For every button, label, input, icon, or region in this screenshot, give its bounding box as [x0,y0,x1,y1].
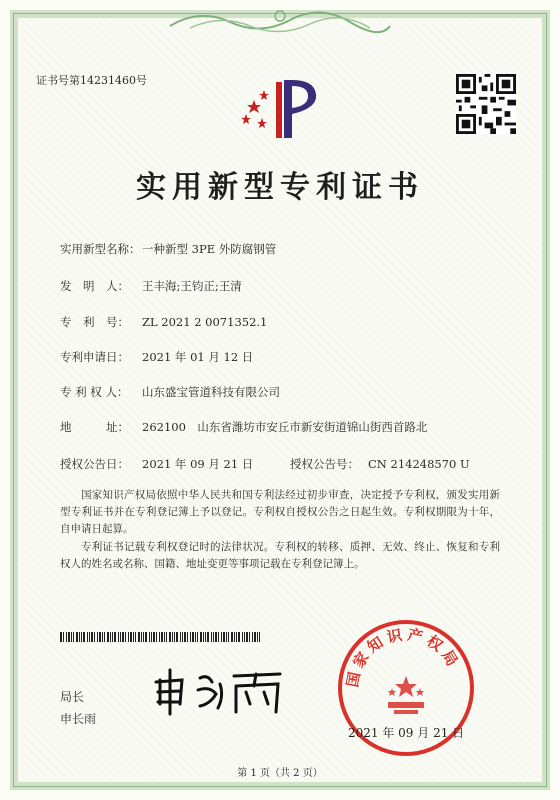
patent-number-row [60,314,267,330]
announcement-date-value: 2021 年 09 月 21 日 [142,457,254,471]
address-label: 地 址： [60,420,129,434]
address-value: 262100 山东省潍坊市安丘市新安街道锦山街西首路北 [142,420,428,434]
legal-status-paragraph: 专利证书记载专利权登记时的法律状况。专利权的转移、质押、无效、终止、恢复和专利权人的姓名或名称、国籍、地址变更等事项记载在专利登记簿上。 [60,541,500,570]
announcement-number-label: 授权公告号： [290,457,359,471]
certificate-number: 证书号第14231460号 [36,74,147,87]
barcode-icon [60,632,260,642]
director-title: 局长 [60,690,85,704]
director-block [60,686,96,730]
filing-date-row [60,349,253,365]
director-name: 申长雨 [60,712,97,726]
top-ornament-icon [160,6,400,34]
patentee-value: 山东盛宝管道科技有限公司 [142,385,280,399]
announcement-number-row [290,456,470,472]
filing-date-value: 2021 年 01 月 12 日 [142,350,254,364]
utility-model-name-value: 一种新型 3PE 外防腐钢管 [142,242,277,256]
inventor-label: 发 明 人： [60,279,129,293]
patent-office-emblem-icon [236,74,328,144]
address-row [60,419,427,435]
utility-model-name-row [60,241,276,257]
page-title: 实用新型专利证书 [136,170,424,205]
filing-date-label: 专利申请日： [60,350,129,364]
announcement-date-row [60,456,253,472]
patent-number-label: 专 利 号： [60,315,129,329]
director-signature-icon [150,660,290,720]
patentee-row [60,384,280,400]
grant-statement-paragraph: 国家知识产权局依照中华人民共和国专利法经过初步审查，决定授予专利权，颁发实用新型专利证书并在专利登记簿上予以登记。专利权自授权公告之日起生效。专利权期限为十年，自申请日起算。 [60,489,500,535]
announcement-number-value: CN 214248570 U [368,457,470,471]
qr-code-icon [456,74,516,134]
patentee-label: 专 利 权 人： [60,385,129,399]
page-footer: 第 1 页（共 2 页） [237,768,323,779]
inventor-row [60,278,242,294]
utility-model-name-label: 实用新型名称： [60,242,141,256]
announcement-date-label: 授权公告日： [60,457,129,471]
seal-text: 国家知识产权局 [343,625,464,689]
inventor-value: 王丰海;王钧正;王清 [142,279,242,293]
seal-date: 2021 年 09 月 21 日 [348,726,465,740]
patent-number-value: ZL 2021 2 0071352.1 [142,315,268,329]
